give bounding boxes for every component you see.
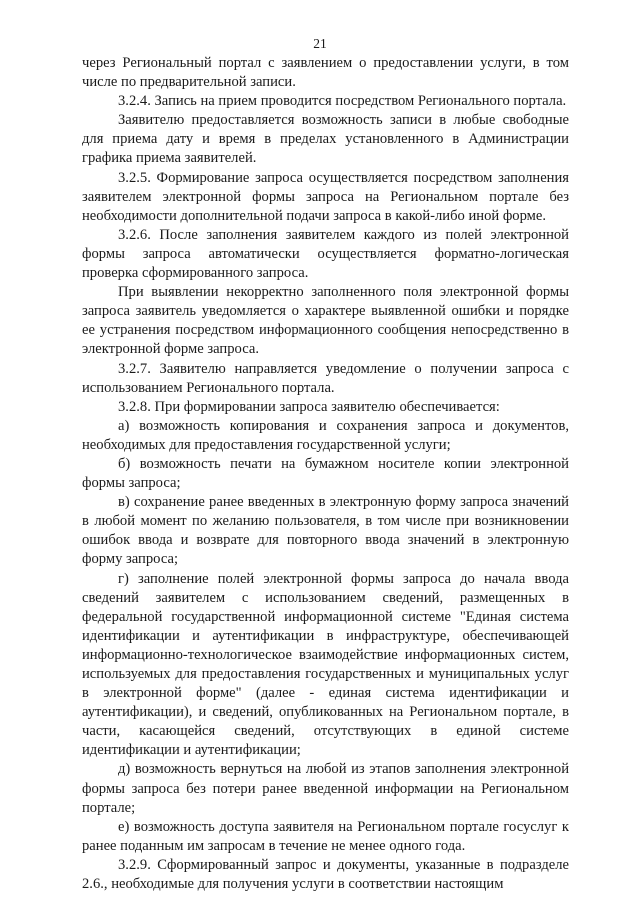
page-number: 21 <box>313 36 327 51</box>
paragraph-appointment-schedule: Заявителю предоставляется возможность записи в любые свободные для приема дату и время в пределах установленного в Администрации графика приема заявителей. <box>82 112 569 167</box>
paragraph-3-2-8: 3.2.8. При формировании запроса заявителю обеспечивается: <box>118 398 500 415</box>
list-item-b: б) возможность печати на бумажном носителе копии электронной формы запроса; <box>82 455 569 492</box>
paragraph-continuation: через Региональный портал с заявлением о предоставлении услуги, в том числе по предварительной записи. <box>82 55 569 91</box>
paragraph-error-notification: При выявлении некорректно заполненного поля электронной формы запроса заявитель уведомляется о характере выявленной ошибки и порядке ее устранения посредством информационного сообщения непосредственно в электронной форме запроса. <box>82 284 569 358</box>
list-item-v: в) сохранение ранее введенных в электронную форму запроса значений в любой момент по желанию пользователя, в том числе при возникновении ошибок ввода и возврате для повторного ввода значений в электронную форму запроса; <box>82 494 569 568</box>
paragraph-3-2-4: 3.2.4. Запись на прием проводится посредством Регионального портала. <box>118 93 567 110</box>
document-body <box>82 54 569 894</box>
list-item-g: г) заполнение полей электронной формы запроса до начала ввода сведений заявителем с использованием сведений, размещенных в федеральной государственной информационной системе "Единая система идентификации и аутентификации в инфраструктуре, обеспечивающей информационно-технологическое взаимодействие информационных систем, используемых для предоставления государственных и муниципальных услуг в электронной форме" (далее - единая система идентификации и аутентификации), и сведений, опубликованных на Региональном портале, в части, касающейся сведений, отсутствующих в единой системе идентификации и аутентификации; <box>82 570 569 759</box>
paragraph-3-2-9: 3.2.9. Сформированный запрос и документы, указанные в подразделе 2.6., необходимые для получения услуги в соответствии настоящим <box>82 856 569 893</box>
paragraph-3-2-6: 3.2.6. После заполнения заявителем каждого из полей электронной формы запроса автоматически осуществляется форматно-логическая проверка сформированного запроса. <box>82 226 569 282</box>
list-item-d: д) возможность вернуться на любой из этапов заполнения электронной формы запроса без потери ранее введенной информации на Региональном портале; <box>82 761 569 816</box>
list-item-e: е) возможность доступа заявителя на Региональном портале госуслуг к ранее поданным им запросам в течение не менее одного года. <box>82 818 569 854</box>
list-item-a: а) возможность копирования и сохранения запроса и документов, необходимых для предоставления государственной услуги; <box>82 417 569 453</box>
paragraph-3-2-5: 3.2.5. Формирование запроса осуществляется посредством заполнения заявителем электронной формы запроса на Региональном портале без необходимости дополнительной подачи запроса в какой-либо иной форме. <box>82 169 569 224</box>
paragraph-3-2-7: 3.2.7. Заявителю направляется уведомление о получении запроса с использованием Регионального портала. <box>82 360 569 396</box>
